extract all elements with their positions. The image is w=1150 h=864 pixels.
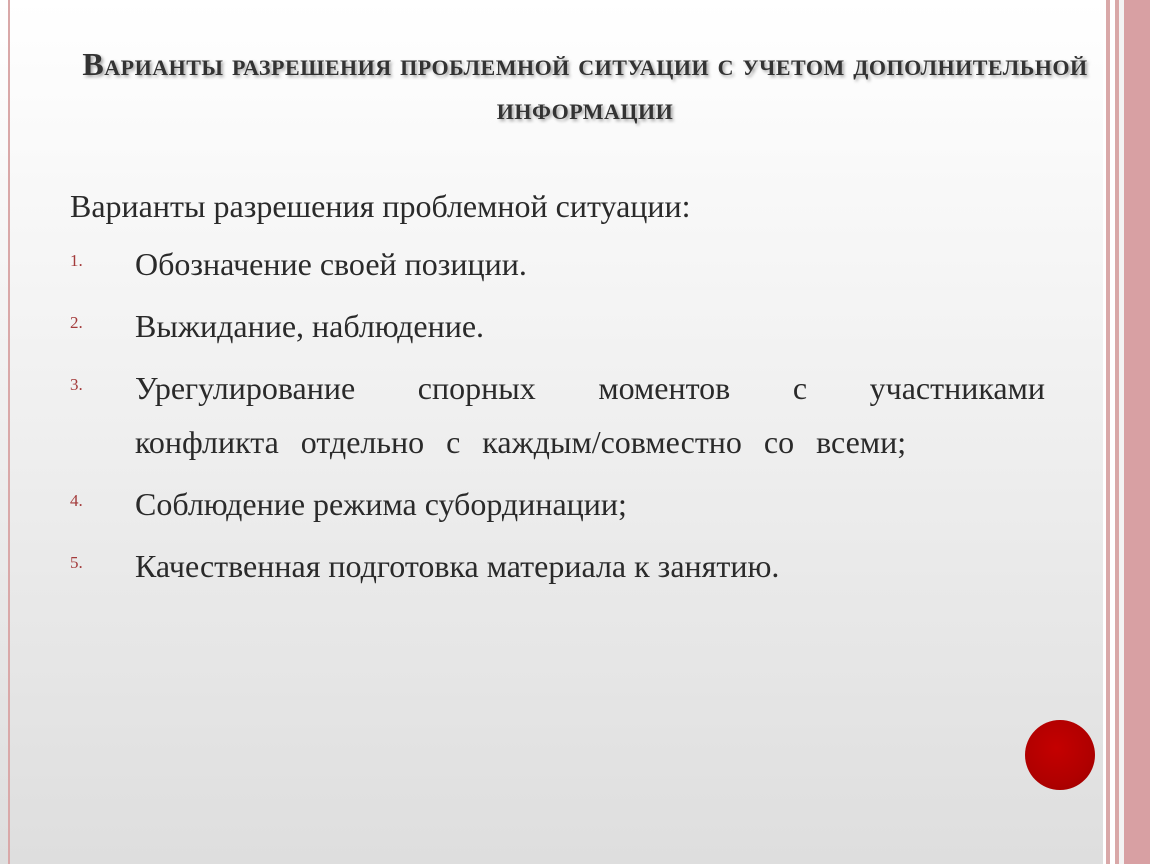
left-border-stripe: [8, 0, 10, 864]
list-item: [70, 237, 1045, 291]
list-number: 3.: [70, 375, 83, 394]
list-text: Соблюдение режима субординации;: [135, 486, 627, 522]
list-number: 5.: [70, 553, 83, 572]
red-circle-decoration: [1025, 720, 1095, 790]
list-text: Урегулирование спорных моментов с участниками конфликта отдельно с каждым/совместно со всеми;: [135, 370, 1045, 460]
right-border-stripes: [1103, 0, 1150, 864]
list-number: 2.: [70, 313, 83, 332]
slide-title: Варианты разрешения проблемной ситуации с учетом дополнительной информации: [82, 46, 1088, 126]
list-item: [70, 361, 1045, 469]
list-text: Обозначение своей позиции.: [135, 246, 527, 282]
intro-text: Варианты разрешения проблемной ситуации:: [70, 188, 691, 224]
list-text: Качественная подготовка материала к занятию.: [135, 548, 780, 584]
list-item: [70, 299, 1045, 353]
slide-body: [70, 183, 1045, 601]
list-text: Выжидание, наблюдение.: [135, 308, 485, 344]
list-item: [70, 477, 1045, 531]
list-number: 1.: [70, 251, 83, 270]
list-item: [70, 539, 1045, 593]
options-list: [70, 237, 1045, 593]
list-number: 4.: [70, 491, 83, 510]
